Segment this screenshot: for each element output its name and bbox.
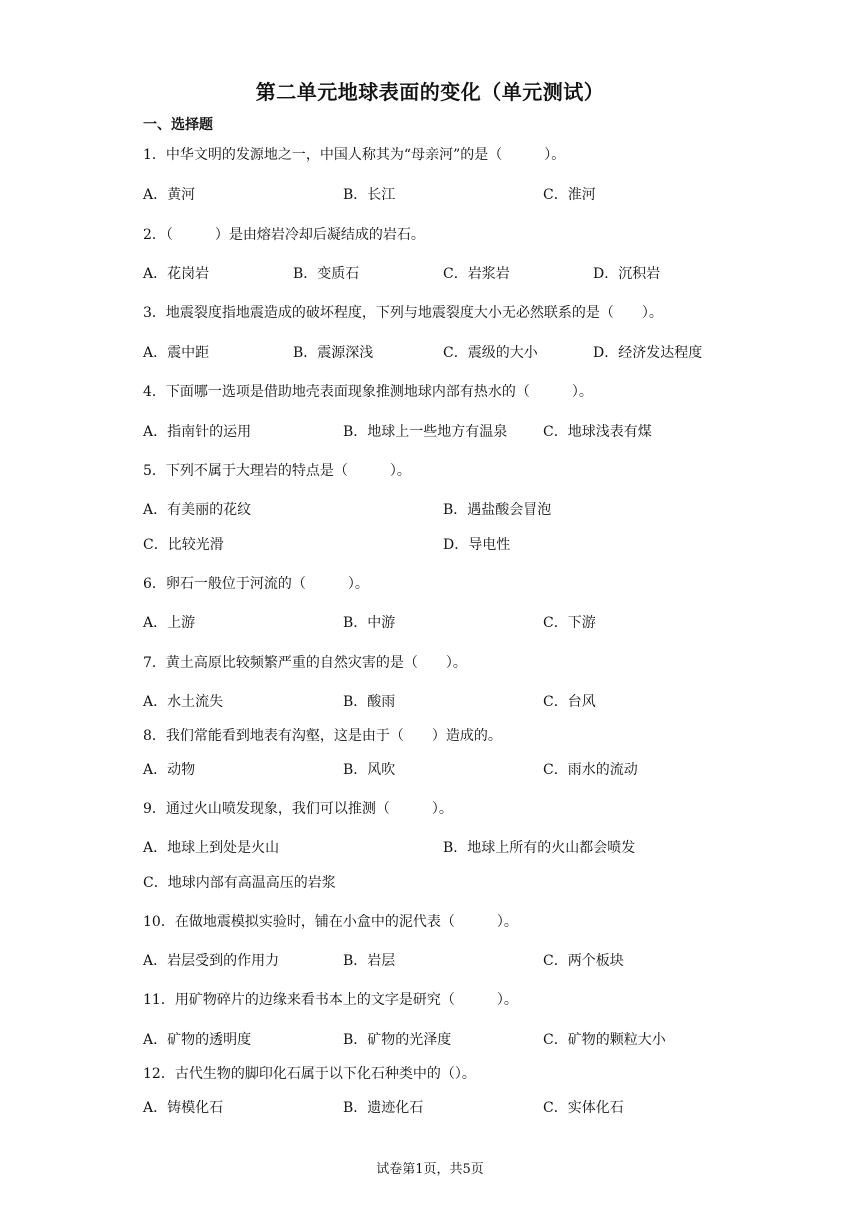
option-d: D．导电性: [443, 537, 511, 553]
option-c: C．实体化石: [543, 1100, 624, 1116]
option-b: B．矿物的光泽度: [343, 1032, 452, 1048]
option-c: C．比较光滑: [143, 537, 224, 553]
option-d: D．沉积岩: [593, 266, 661, 282]
option-b: B．岩层: [343, 953, 396, 969]
option-b: B．遇盐酸会冒泡: [443, 502, 552, 518]
option-c: C．矿物的颗粒大小: [543, 1032, 666, 1048]
option-a: A．上游: [143, 615, 196, 631]
option-a: A．花岗岩: [143, 266, 210, 282]
option-b: B．变质石: [293, 266, 360, 282]
option-a: A．动物: [143, 762, 196, 778]
option-b: B．地球上一些地方有温泉: [343, 424, 508, 440]
option-a: A．黄河: [143, 187, 196, 203]
question-stem: 10．在做地震模拟实验时，铺在小盒中的泥代表（ ）。: [143, 914, 518, 930]
option-b: B．中游: [343, 615, 396, 631]
option-c: C．台风: [543, 694, 596, 710]
option-c: C．下游: [543, 615, 596, 631]
option-c: C．雨水的流动: [543, 762, 638, 778]
option-b: B．震源深浅: [293, 345, 374, 361]
option-a: A．震中距: [143, 345, 210, 361]
question-stem: 7．黄土高原比较频繁严重的自然灾害的是（ ）。: [143, 655, 467, 671]
option-c: C．两个板块: [543, 953, 624, 969]
option-d: D．经济发达程度: [593, 345, 703, 361]
option-a: A．指南针的运用: [143, 424, 252, 440]
option-b: B．酸雨: [343, 694, 396, 710]
option-c: C．地球浅表有煤: [543, 424, 652, 440]
option-c: C．地球内部有高温高压的岩浆: [143, 875, 336, 891]
question-stem: 11．用矿物碎片的边缘来看书本上的文字是研究（ ）。: [143, 992, 518, 1008]
option-a: A．水土流失: [143, 694, 224, 710]
question-stem: 5．下列不属于大理岩的特点是（ ）。: [143, 463, 411, 479]
option-c: C．岩浆岩: [443, 266, 510, 282]
question-stem: 4．下面哪一选项是借助地壳表面现象推测地球内部有热水的（ ）。: [143, 384, 593, 400]
question-stem: 9．通过火山喷发现象，我们可以推测（ ）。: [143, 801, 453, 817]
question-stem: 1．中华文明的发源地之一，中国人称其为“母亲河”的是（ ）。: [143, 147, 566, 163]
section-heading: 一、选择题: [143, 117, 213, 133]
question-stem: 6．卵石一般位于河流的（ ）。: [143, 576, 369, 592]
option-a: A．有美丽的花纹: [143, 502, 252, 518]
option-a: A．地球上到处是火山: [143, 840, 280, 856]
page-footer: 试卷第1页，共5页: [376, 1162, 484, 1177]
option-b: B．地球上所有的火山都会喷发: [443, 840, 636, 856]
option-a: A．矿物的透明度: [143, 1032, 252, 1048]
option-b: B．风吹: [343, 762, 396, 778]
option-a: A．铸模化石: [143, 1100, 224, 1116]
option-a: A．岩层受到的作用力: [143, 953, 280, 969]
question-stem: 2．（ ）是由熔岩冷却后凝结成的岩石。: [143, 227, 425, 243]
page-title: 第二单元地球表面的变化（单元测试）: [255, 80, 605, 104]
question-stem: 12．古代生物的脚印化石属于以下化石种类中的（）。: [143, 1066, 476, 1082]
option-b: B．遗迹化石: [343, 1100, 424, 1116]
option-b: B．长江: [343, 187, 396, 203]
question-stem: 8．我们常能看到地表有沟壑，这是由于（ ）造成的。: [143, 728, 502, 744]
option-c: C．淮河: [543, 187, 596, 203]
question-stem: 3．地震裂度指地震造成的破坏程度，下列与地震裂度大小无必然联系的是（ ）。: [143, 305, 663, 321]
option-c: C．震级的大小: [443, 345, 538, 361]
